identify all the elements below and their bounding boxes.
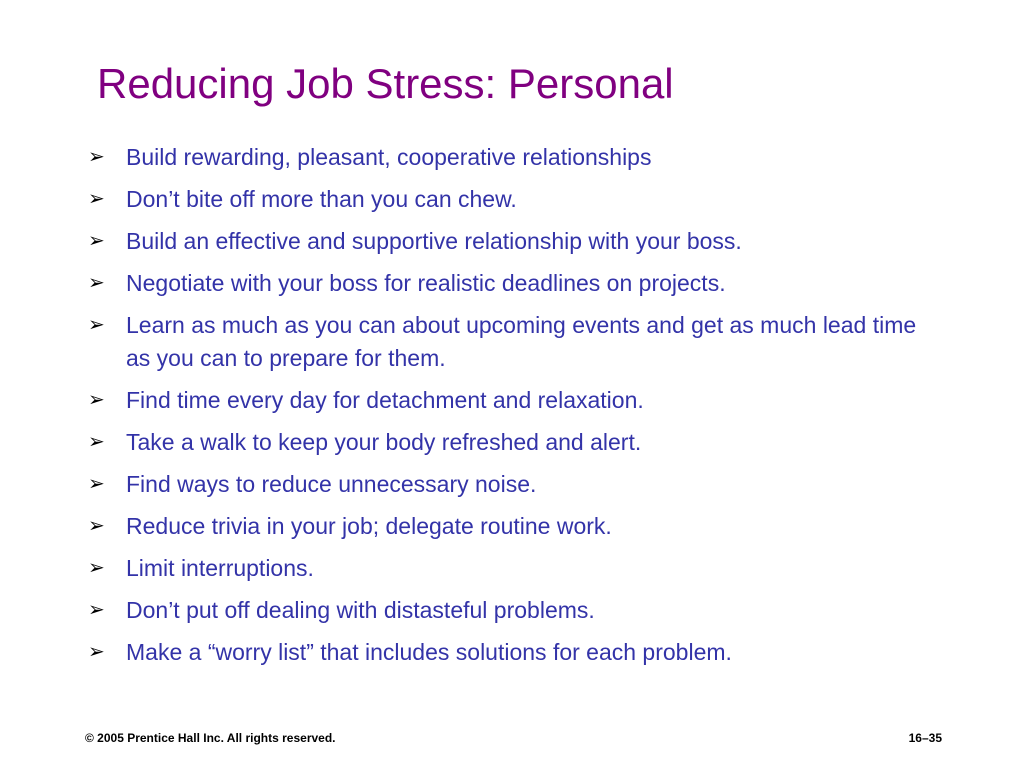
- bullet-text: Learn as much as you can about upcoming events and get as much lead time as you can to prepare for them.: [126, 312, 917, 371]
- bullet-item: [88, 309, 938, 375]
- bullet-text: Limit interruptions.: [126, 555, 314, 581]
- arrow-bullet-icon: ➢: [88, 557, 105, 579]
- arrow-bullet-icon: ➢: [88, 473, 105, 495]
- arrow-bullet-icon: ➢: [88, 431, 105, 453]
- bullet-item: [88, 594, 938, 627]
- page-number: 16–35: [908, 731, 942, 745]
- bullet-text: Don’t put off dealing with distasteful problems.: [126, 597, 595, 623]
- bullet-text: Build an effective and supportive relationship with your boss.: [126, 228, 742, 254]
- arrow-bullet-icon: ➢: [88, 230, 105, 252]
- arrow-bullet-icon: ➢: [88, 641, 105, 663]
- bullet-item: [88, 468, 938, 501]
- arrow-bullet-icon: ➢: [88, 599, 105, 621]
- bullet-item: [88, 183, 938, 216]
- bullet-item: [88, 426, 938, 459]
- arrow-bullet-icon: ➢: [88, 272, 105, 294]
- copyright-footer: © 2005 Prentice Hall Inc. All rights reserved.: [85, 731, 336, 745]
- bullet-item: [88, 267, 938, 300]
- bullet-item: [88, 636, 938, 669]
- arrow-bullet-icon: ➢: [88, 314, 105, 336]
- bullet-item: [88, 552, 938, 585]
- bullet-item: [88, 141, 938, 174]
- bullet-text: Build rewarding, pleasant, cooperative relationships: [126, 144, 652, 170]
- bullet-item: [88, 225, 938, 258]
- bullet-text: Find ways to reduce unnecessary noise.: [126, 471, 537, 497]
- slide-title: Reducing Job Stress: Personal: [97, 60, 674, 107]
- bullet-list: [88, 141, 938, 678]
- bullet-text: Reduce trivia in your job; delegate routine work.: [126, 513, 612, 539]
- bullet-text: Negotiate with your boss for realistic deadlines on projects.: [126, 270, 726, 296]
- arrow-bullet-icon: ➢: [88, 515, 105, 537]
- bullet-text: Make a “worry list” that includes solutions for each problem.: [126, 639, 732, 665]
- bullet-text: Take a walk to keep your body refreshed and alert.: [126, 429, 642, 455]
- bullet-item: [88, 384, 938, 417]
- arrow-bullet-icon: ➢: [88, 188, 105, 210]
- bullet-text: Find time every day for detachment and relaxation.: [126, 387, 644, 413]
- bullet-item: [88, 510, 938, 543]
- arrow-bullet-icon: ➢: [88, 389, 105, 411]
- arrow-bullet-icon: ➢: [88, 146, 105, 168]
- bullet-text: Don’t bite off more than you can chew.: [126, 186, 517, 212]
